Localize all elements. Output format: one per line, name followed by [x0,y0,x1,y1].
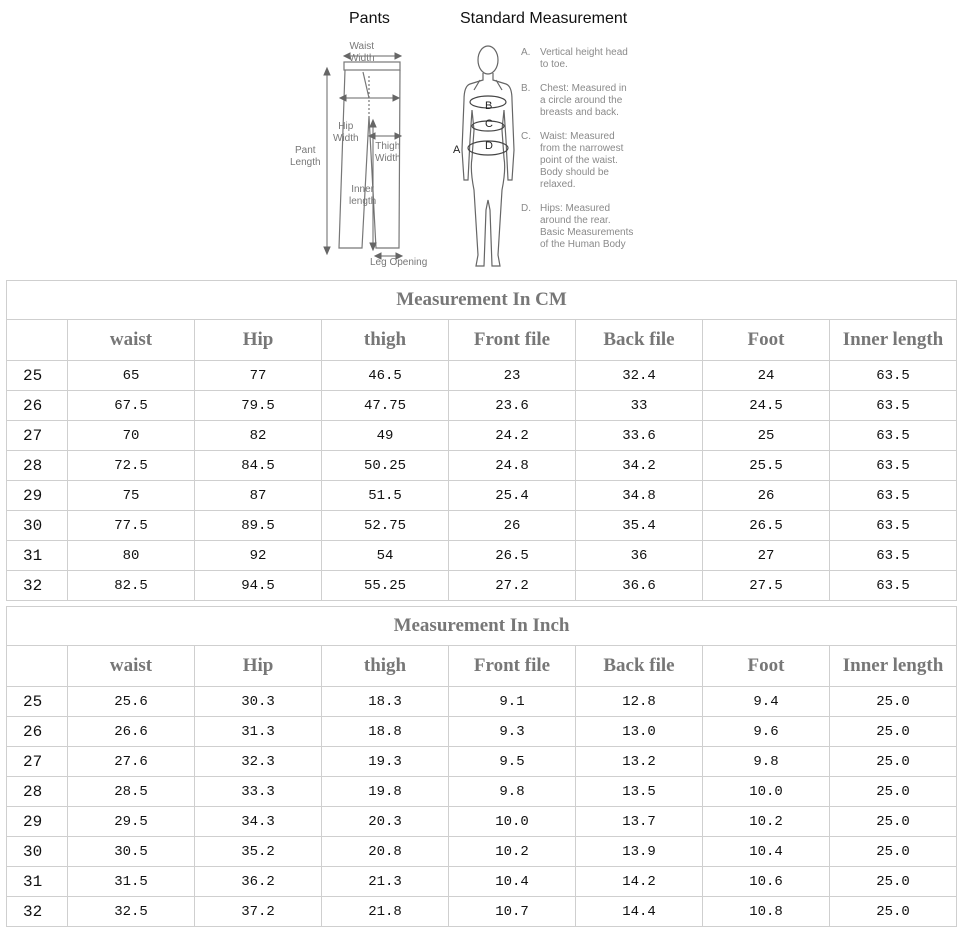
table-row [7,541,957,571]
table-cell: 82.5 [68,571,195,601]
size-cell: 31 [7,541,68,571]
table-cell: 52.75 [322,511,449,541]
table-cell: 63.5 [830,421,957,451]
size-cell: 31 [7,867,68,897]
legend-key-a: A. [521,47,531,58]
table-cell: 25.0 [830,867,957,897]
size-cell: 32 [7,897,68,927]
table-row [7,391,957,421]
table-row [7,837,957,867]
table-cell: 23.6 [449,391,576,421]
table-cell: 65 [68,361,195,391]
table-cell: 31.3 [195,717,322,747]
table-cell: 10.0 [449,807,576,837]
legend-text-b: Chest: Measured in a circle around the breasts and back. [540,83,627,118]
table-row [7,451,957,481]
column-header: Front file [449,646,576,687]
table-cell: 18.8 [322,717,449,747]
table-cell: 13.7 [576,807,703,837]
table-row [7,747,957,777]
table-cell: 25.0 [830,687,957,717]
legend-text-a: Vertical height head to toe. [540,47,628,70]
letter-d-label: D [485,140,493,152]
table-cell: 9.8 [449,777,576,807]
table-cell: 32.3 [195,747,322,777]
size-cell: 29 [7,481,68,511]
table-cell: 12.8 [576,687,703,717]
size-cell: 32 [7,571,68,601]
table-cell: 23 [449,361,576,391]
column-header: Foot [703,646,830,687]
table-cell: 47.75 [322,391,449,421]
table-cell: 10.7 [449,897,576,927]
table-cell: 27.2 [449,571,576,601]
size-cell: 30 [7,511,68,541]
table-cell: 63.5 [830,391,957,421]
table-cell: 25.0 [830,807,957,837]
table-cell: 36.2 [195,867,322,897]
inner-length-label: Inner length [349,184,377,207]
table-cell: 25 [703,421,830,451]
legend-key-b: B. [521,83,531,94]
waist-width-label: Waist Width [349,41,375,64]
column-header: waist [68,320,195,361]
letter-a-label: A [453,144,461,156]
column-header: Back file [576,646,703,687]
table-cell: 31.5 [68,867,195,897]
table-cell: 26.5 [449,541,576,571]
table-cell: 25.0 [830,837,957,867]
table-cell: 37.2 [195,897,322,927]
column-header: Front file [449,320,576,361]
table-cell: 21.8 [322,897,449,927]
size-cell: 27 [7,747,68,777]
standard-measurement-title: Standard Measurement [460,10,628,27]
table-cell: 14.4 [576,897,703,927]
table-cell: 9.3 [449,717,576,747]
table-cell: 13.2 [576,747,703,777]
size-cell: 25 [7,361,68,391]
table-caption: Measurement In CM [7,281,957,320]
table-cell: 87 [195,481,322,511]
table-cell: 55.25 [322,571,449,601]
table-cell: 46.5 [322,361,449,391]
size-cell: 26 [7,391,68,421]
table-cell: 26.5 [703,511,830,541]
table-cell: 92 [195,541,322,571]
table-cell: 79.5 [195,391,322,421]
table-cell: 94.5 [195,571,322,601]
table-cell: 10.2 [703,807,830,837]
table-cell: 10.0 [703,777,830,807]
table-cell: 13.9 [576,837,703,867]
column-header: thigh [322,646,449,687]
table-cell: 10.8 [703,897,830,927]
pants-illustration [315,36,428,268]
table-cell: 63.5 [830,511,957,541]
pants-title: Pants [349,10,390,27]
table-cell: 34.8 [576,481,703,511]
table-row [7,897,957,927]
table-cell: 19.8 [322,777,449,807]
legend-key-c: C. [521,131,531,142]
column-header: Inner length [830,320,957,361]
column-header: Foot [703,320,830,361]
table-row [7,867,957,897]
table-cell: 21.3 [322,867,449,897]
table-cell: 32.4 [576,361,703,391]
table-cell: 19.3 [322,747,449,777]
table-cell: 20.3 [322,807,449,837]
table-row [7,361,957,391]
table-cell: 63.5 [830,361,957,391]
table-cell: 13.5 [576,777,703,807]
table-cell: 24.2 [449,421,576,451]
size-cell: 26 [7,717,68,747]
table-cell: 36.6 [576,571,703,601]
table-row [7,807,957,837]
letter-c-label: C [485,118,493,130]
table-cell: 35.4 [576,511,703,541]
size-cell: 25 [7,687,68,717]
column-header: Hip [195,646,322,687]
table-cell: 10.4 [449,867,576,897]
table-cell: 10.6 [703,867,830,897]
table-cell: 72.5 [68,451,195,481]
column-header: thigh [322,320,449,361]
table-cell: 70 [68,421,195,451]
legend-text-d: Hips: Measured around the rear. Basic Measurements of the Human Body [540,203,634,250]
table-cell: 67.5 [68,391,195,421]
table-cell: 49 [322,421,449,451]
table-row [7,481,957,511]
size-cell: 30 [7,837,68,867]
table-cell: 26.6 [68,717,195,747]
table-cell: 33 [576,391,703,421]
table-cell: 84.5 [195,451,322,481]
table-cell: 32.5 [68,897,195,927]
pant-length-label: Pant Length [290,145,321,168]
leg-opening-label: Leg Opening [370,257,428,268]
table-cell: 25.6 [68,687,195,717]
table-cell: 27.6 [68,747,195,777]
table-cell: 24 [703,361,830,391]
size-column-header [7,646,68,687]
table-cell: 89.5 [195,511,322,541]
table-cell: 63.5 [830,571,957,601]
table-cell: 18.3 [322,687,449,717]
table-cell: 63.5 [830,451,957,481]
thigh-width-label: Thigh Width [375,141,401,164]
table-cell: 14.2 [576,867,703,897]
table-cell: 24.5 [703,391,830,421]
legend-key-d: D. [521,203,531,214]
measurement-inch-table [6,606,957,927]
table-cell: 27.5 [703,571,830,601]
table-row [7,571,957,601]
table-row [7,717,957,747]
table-cell: 51.5 [322,481,449,511]
table-cell: 30.5 [68,837,195,867]
table-cell: 75 [68,481,195,511]
body-figure-illustration [450,40,520,272]
table-cell: 63.5 [830,541,957,571]
table-cell: 50.25 [322,451,449,481]
table-cell: 20.8 [322,837,449,867]
table-row [7,421,957,451]
table-cell: 77.5 [68,511,195,541]
table-cell: 9.5 [449,747,576,777]
table-cell: 25.0 [830,717,957,747]
measurement-diagram [0,0,962,278]
table-cell: 9.4 [703,687,830,717]
size-cell: 28 [7,777,68,807]
table-cell: 25.0 [830,897,957,927]
table-cell: 25.0 [830,747,957,777]
column-header: Back file [576,320,703,361]
table-caption: Measurement In Inch [7,607,957,646]
table-cell: 77 [195,361,322,391]
table-cell: 80 [68,541,195,571]
size-column-header [7,320,68,361]
size-cell: 27 [7,421,68,451]
column-header: Inner length [830,646,957,687]
table-cell: 9.8 [703,747,830,777]
table-cell: 29.5 [68,807,195,837]
table-cell: 30.3 [195,687,322,717]
column-header: waist [68,646,195,687]
table-cell: 35.2 [195,837,322,867]
measurement-cm-table [6,280,957,601]
table-cell: 27 [703,541,830,571]
table-cell: 36 [576,541,703,571]
table-cell: 25.0 [830,777,957,807]
table-row [7,777,957,807]
table-cell: 26 [449,511,576,541]
table-cell: 13.0 [576,717,703,747]
table-cell: 63.5 [830,481,957,511]
table-cell: 82 [195,421,322,451]
size-cell: 29 [7,807,68,837]
table-cell: 24.8 [449,451,576,481]
table-cell: 25.5 [703,451,830,481]
legend-text-c: Waist: Measured from the narrowest point of the waist. Body should be relaxed. [540,131,624,190]
table-cell: 33.6 [576,421,703,451]
table-cell: 33.3 [195,777,322,807]
table-cell: 34.3 [195,807,322,837]
table-cell: 10.4 [703,837,830,867]
table-cell: 28.5 [68,777,195,807]
hip-width-label: Hip Width [333,121,359,144]
letter-b-label: B [485,100,493,112]
table-cell: 25.4 [449,481,576,511]
table-cell: 26 [703,481,830,511]
table-cell: 10.2 [449,837,576,867]
table-cell: 9.6 [703,717,830,747]
table-row [7,687,957,717]
column-header: Hip [195,320,322,361]
table-row [7,511,957,541]
table-cell: 9.1 [449,687,576,717]
table-cell: 54 [322,541,449,571]
table-cell: 34.2 [576,451,703,481]
size-cell: 28 [7,451,68,481]
